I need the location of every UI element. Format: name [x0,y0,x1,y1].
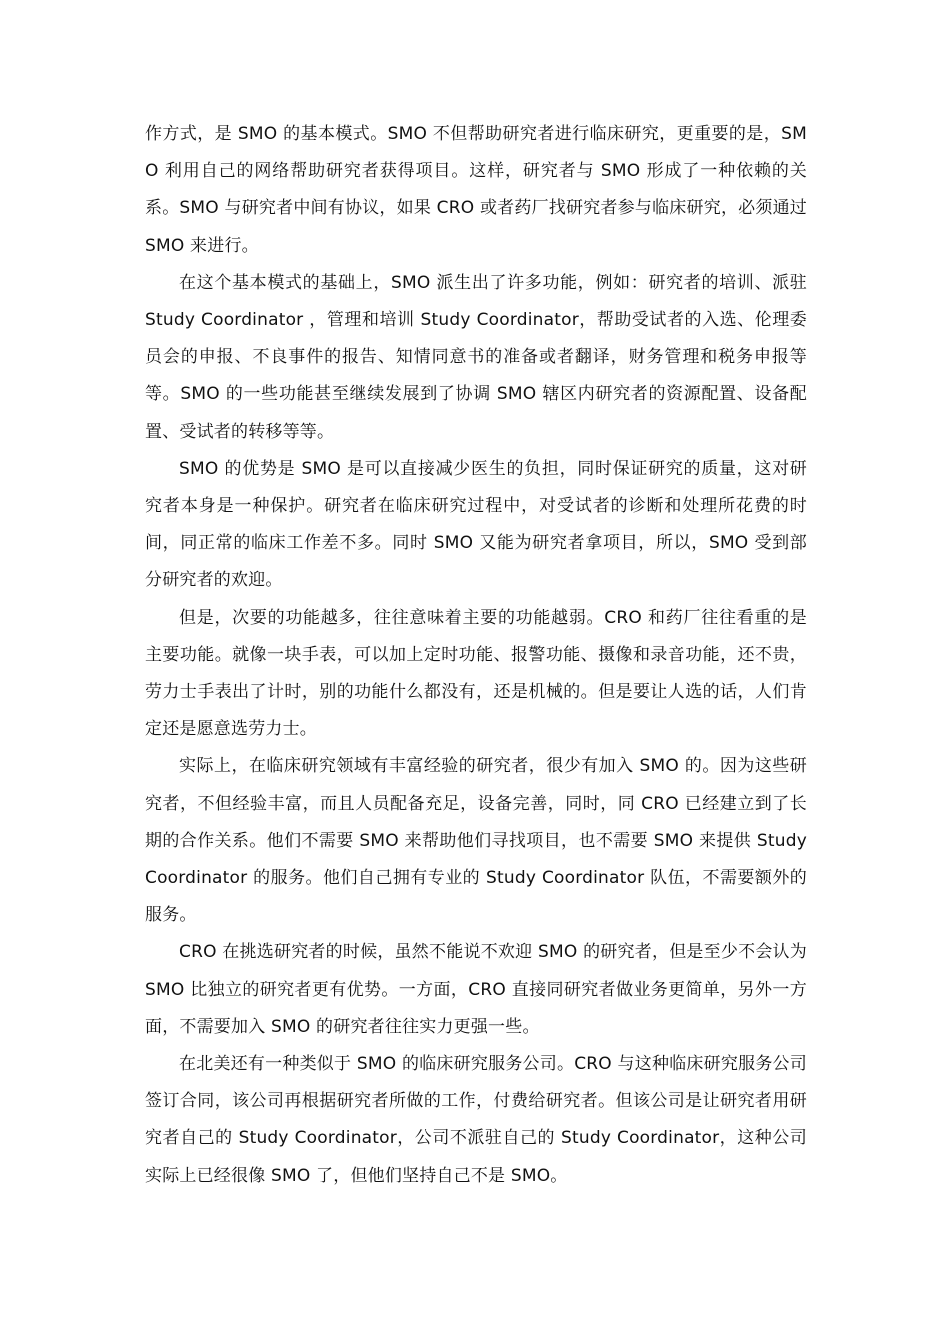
document-body [145,116,807,1195]
paragraph: 作方式，是 SMO 的基本模式。SMO 不但帮助研究者进行临床研究，更重要的是，SMO 利用自己的网络帮助研究者获得项目。这样，研究者与 SMO 形成了一种依赖的关系。SMO 与研究者中间有协议，如果 CRO 或者药厂找研究者参与临床研究，必须通过 SMO 来进行。 [145,124,807,256]
paragraph: SMO 的优势是 SMO 是可以直接减少医生的负担，同时保证研究的质量，这对研究者本身是一种保护。研究者在临床研究过程中，对受试者的诊断和处理所花费的时间，同正常的临床工作差不多。同时 SMO 又能为研究者拿项目，所以，SMO 受到部分研究者的欢迎。 [145,458,807,591]
paragraph: CRO 在挑选研究者的时候，虽然不能说不欢迎 SMO 的研究者，但是至少不会认为 SMO 比独立的研究者更有优势。一方面，CRO 直接同研究者做业务更简单，另外一方面，不需要加入 SMO 的研究者往往实力更强一些。 [145,942,807,1037]
paragraph: 在这个基本模式的基础上，SMO 派生出了许多功能，例如：研究者的培训、派驻 Study Coordinator ，管理和培训 Study Coordinator，帮助受试者的入选、伦理委员会的申报、不良事件的报告、知情同意书的准备或者翻译，财务管理和税务申报等等。SMO 的一些功能甚至继续发展到了协调 SMO 辖区内研究者的资源配置、设备配置、受试者的转移等等。 [145,272,807,442]
paragraph: 在北美还有一种类似于 SMO 的临床研究服务公司。CRO 与这种临床研究服务公司签订合同，该公司再根据研究者所做的工作，付费给研究者。但该公司是让研究者用研究者自己的 Study Coordinator，公司不派驻自己的 Study Coordinator，这种公司实际上已经很像 SMO 了，但他们坚持自己不是 SMO。 [145,1054,807,1186]
paragraph: 实际上，在临床研究领域有丰富经验的研究者，很少有加入 SMO 的。因为这些研究者，不但经验丰富，而且人员配备充足，设备完善，同时，同 CRO 已经建立到了长期的合作关系。他们不需要 SMO 来帮助他们寻找项目，也不需要 SMO 来提供 Study Coordinator 的服务。他们自己拥有专业的 Study Coordinator 队伍，不需要额外的服务。 [145,756,807,926]
paragraph: 但是，次要的功能越多，往往意味着主要的功能越弱。CRO 和药厂往往看重的是主要功能。就像一块手表，可以加上定时功能、报警功能、摄像和录音功能，还不贵，劳力士手表出了计时，别的功能什么都没有，还是机械的。但是要让人选的话，人们肯定还是愿意选劳力士。 [145,607,807,740]
